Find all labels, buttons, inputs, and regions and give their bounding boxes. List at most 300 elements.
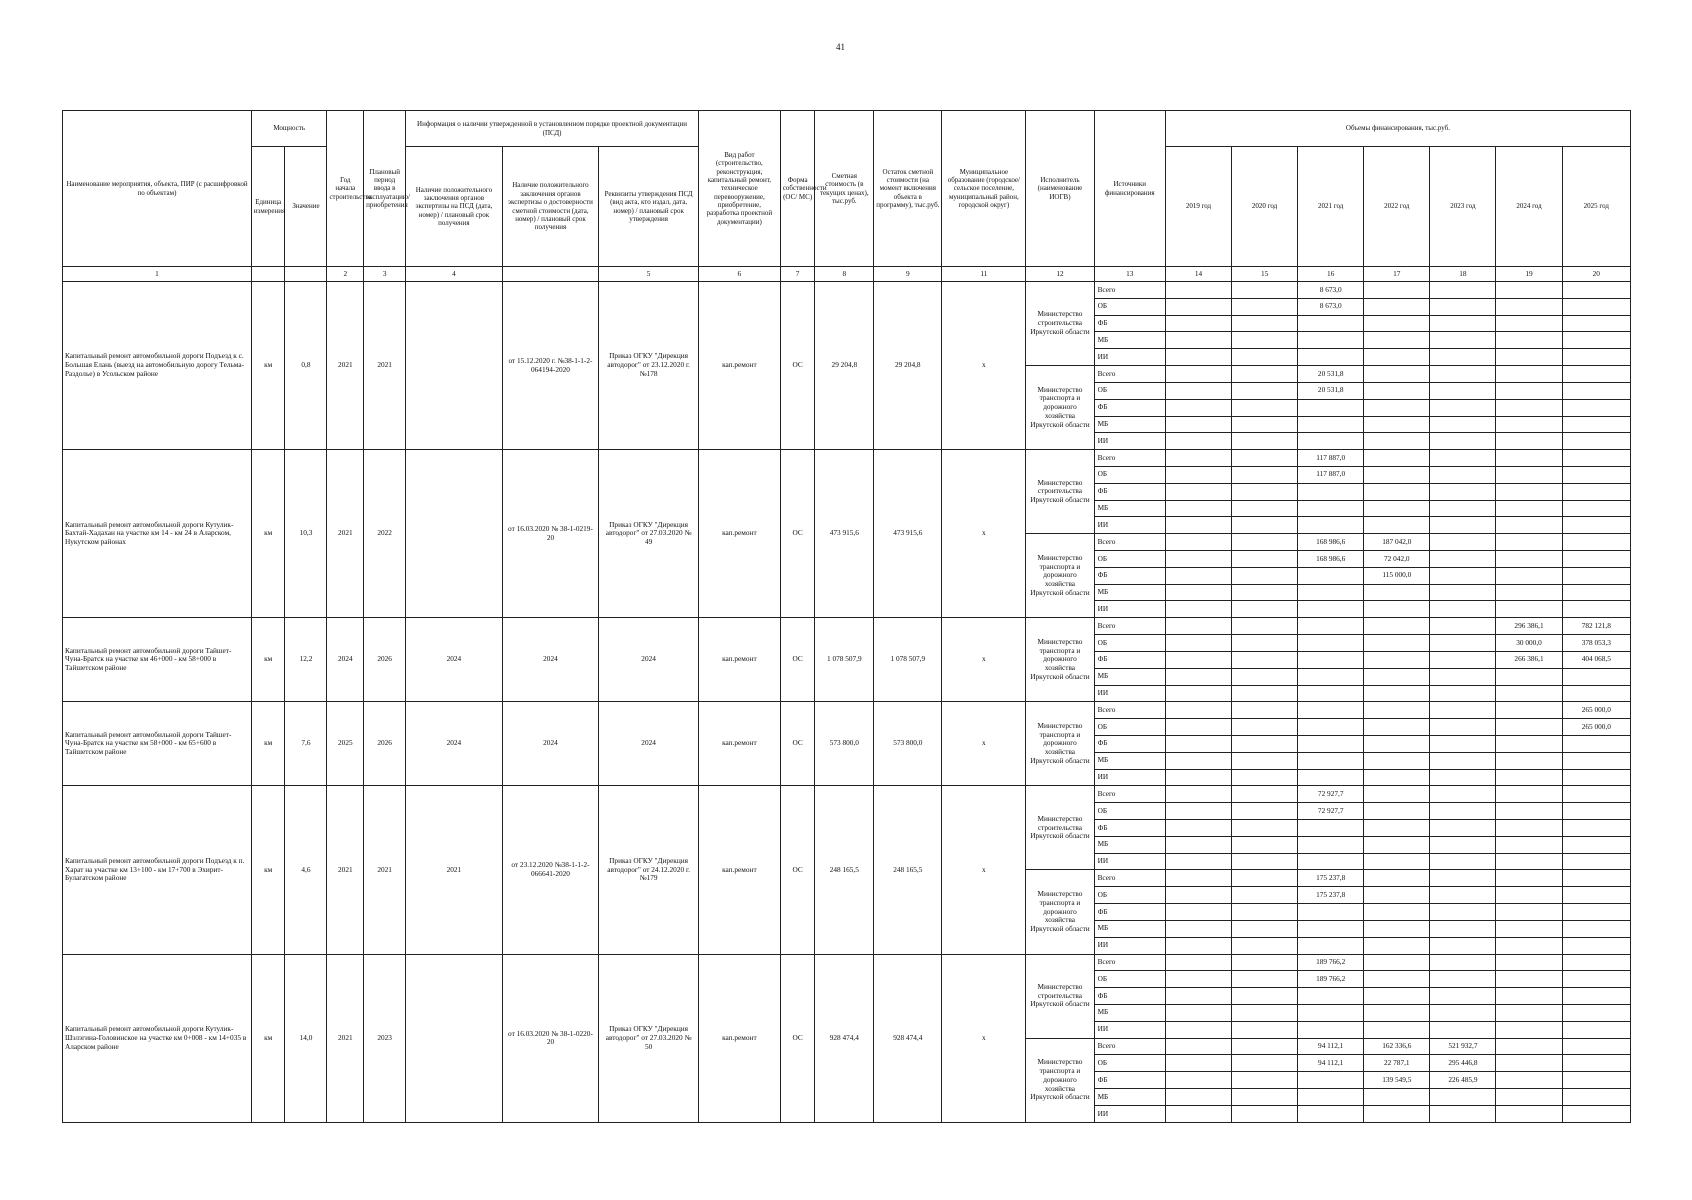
municipal-cell: х: [942, 282, 1026, 450]
funding-amount-cell: [1364, 601, 1430, 618]
funding-amount-cell: [1165, 466, 1231, 483]
municipal-cell: х: [942, 786, 1026, 954]
funding-amount-cell: [1562, 920, 1630, 937]
start-year-cell: 2021: [327, 282, 364, 450]
funding-amount-cell: [1232, 450, 1298, 467]
approval-cell: 2024: [599, 618, 699, 702]
funding-amount-cell: [1562, 282, 1630, 299]
funding-amount-cell: [1430, 702, 1496, 719]
funding-amount-cell: [1232, 651, 1298, 668]
funding-amount-cell: 175 237,8: [1298, 887, 1364, 904]
funding-amount-cell: [1165, 719, 1231, 736]
funding-amount-cell: [1562, 315, 1630, 332]
funding-amount-cell: [1430, 904, 1496, 921]
funding-amount-cell: [1364, 349, 1430, 366]
funding-amount-cell: [1298, 416, 1364, 433]
funding-amount-cell: [1430, 887, 1496, 904]
funding-amount-cell: [1364, 483, 1430, 500]
funding-amount-cell: [1298, 517, 1364, 534]
funding-amount-cell: [1562, 483, 1630, 500]
estimated-cost-cell: 928 474,4: [815, 954, 874, 1123]
funding-amount-cell: [1165, 769, 1231, 786]
funding-amount-cell: [1562, 601, 1630, 618]
funding-amount-cell: [1165, 752, 1231, 769]
funding-amount-cell: [1165, 332, 1231, 349]
funding-amount-cell: [1430, 752, 1496, 769]
funding-amount-cell: [1232, 971, 1298, 988]
funding-amount-cell: [1165, 517, 1231, 534]
municipal-cell: х: [942, 702, 1026, 786]
funding-source-cell: ОБ: [1094, 719, 1165, 736]
funding-amount-cell: [1496, 433, 1562, 450]
funding-amount-cell: [1430, 349, 1496, 366]
funding-amount-cell: [1364, 1105, 1430, 1122]
work-type-cell: кап.ремонт: [698, 618, 780, 702]
funding-source-cell: Всего: [1094, 366, 1165, 383]
funding-source-cell: МБ: [1094, 920, 1165, 937]
funding-amount-cell: [1496, 567, 1562, 584]
funding-amount-cell: [1298, 853, 1364, 870]
funding-source-cell: ОБ: [1094, 298, 1165, 315]
funding-amount-cell: [1298, 719, 1364, 736]
funding-amount-cell: [1496, 803, 1562, 820]
expertise-cost-cell: 2024: [502, 618, 599, 702]
funding-amount-cell: [1562, 1089, 1630, 1106]
funding-amount-cell: [1496, 399, 1562, 416]
funding-amount-cell: [1232, 870, 1298, 887]
ownership-cell: ОС: [780, 618, 815, 702]
funding-amount-cell: [1430, 836, 1496, 853]
funding-amount-cell: [1232, 887, 1298, 904]
funding-amount-cell: [1232, 668, 1298, 685]
funding-amount-cell: [1165, 1021, 1231, 1038]
header-sources: Источники финансирования: [1094, 111, 1165, 267]
funding-amount-cell: [1165, 366, 1231, 383]
funding-amount-cell: [1232, 483, 1298, 500]
funding-amount-cell: [1496, 786, 1562, 803]
column-number: 8: [815, 267, 874, 282]
funding-amount-cell: [1562, 534, 1630, 551]
funding-amount-cell: [1165, 450, 1231, 467]
funding-amount-cell: [1298, 399, 1364, 416]
column-number: 13: [1094, 267, 1165, 282]
funding-amount-cell: [1165, 668, 1231, 685]
funding-amount-cell: [1232, 332, 1298, 349]
funding-amount-cell: 94 112,1: [1298, 1038, 1364, 1055]
start-year-cell: 2024: [327, 618, 364, 702]
funding-source-cell: Всего: [1094, 618, 1165, 635]
funding-amount-cell: [1364, 786, 1430, 803]
funding-amount-cell: [1364, 988, 1430, 1005]
funding-amount-cell: [1298, 1072, 1364, 1089]
header-executor: Исполнитель (наименование ИОГВ): [1026, 111, 1094, 267]
funding-amount-cell: [1165, 1105, 1231, 1122]
column-number: 16: [1298, 267, 1364, 282]
funding-amount-cell: [1364, 904, 1430, 921]
funding-amount-cell: [1232, 920, 1298, 937]
funding-amount-cell: [1364, 870, 1430, 887]
funding-amount-cell: [1562, 332, 1630, 349]
work-type-cell: кап.ремонт: [698, 786, 780, 954]
funding-source-cell: ФБ: [1094, 820, 1165, 837]
funding-amount-cell: 72 927,7: [1298, 786, 1364, 803]
funding-amount-cell: [1298, 988, 1364, 1005]
funding-amount-cell: [1496, 1038, 1562, 1055]
executor-cell: Министерство транспорта и дорожного хозяйства Иркутской области: [1026, 534, 1094, 618]
funding-amount-cell: [1496, 920, 1562, 937]
funding-amount-cell: [1364, 820, 1430, 837]
funding-amount-cell: [1165, 853, 1231, 870]
funding-amount-cell: [1232, 635, 1298, 652]
funding-amount-cell: [1562, 298, 1630, 315]
funding-source-cell: МБ: [1094, 416, 1165, 433]
funding-amount-cell: 296 386,1: [1496, 618, 1562, 635]
header-start-year: Год начала строительства: [327, 111, 364, 267]
funding-amount-cell: 94 112,1: [1298, 1055, 1364, 1072]
funding-amount-cell: [1562, 433, 1630, 450]
funding-amount-cell: 20 531,8: [1298, 366, 1364, 383]
funding-amount-cell: [1496, 500, 1562, 517]
funding-amount-cell: [1364, 399, 1430, 416]
funding-amount-cell: [1430, 366, 1496, 383]
funding-amount-cell: [1496, 937, 1562, 954]
funding-amount-cell: [1165, 904, 1231, 921]
executor-cell: Министерство строительства Иркутской области: [1026, 282, 1094, 366]
funding-amount-cell: [1562, 971, 1630, 988]
remaining-cost-cell: 928 474,4: [874, 954, 942, 1123]
funding-amount-cell: [1232, 1089, 1298, 1106]
funding-amount-cell: [1430, 988, 1496, 1005]
funding-source-cell: МБ: [1094, 1089, 1165, 1106]
funding-amount-cell: [1430, 954, 1496, 971]
funding-amount-cell: [1232, 282, 1298, 299]
funding-amount-cell: [1364, 836, 1430, 853]
funding-amount-cell: [1298, 601, 1364, 618]
capacity-value-cell: 14,0: [285, 954, 327, 1123]
funding-amount-cell: [1364, 584, 1430, 601]
column-number: 3: [364, 267, 406, 282]
funding-amount-cell: [1430, 282, 1496, 299]
object-name-cell: Капитальный ремонт автомобильной дороги Тайшет-Чуна-Братск на участке км 58+000 - км 65+600 в Тайшетском районе: [63, 702, 252, 786]
funding-amount-cell: [1232, 702, 1298, 719]
approval-cell: Приказ ОГКУ "Дирекция автодорог" от 23.12.2020 г. №178: [599, 282, 699, 450]
funding-amount-cell: [1165, 887, 1231, 904]
column-number: 6: [698, 267, 780, 282]
work-type-cell: кап.ремонт: [698, 954, 780, 1123]
funding-amount-cell: [1562, 668, 1630, 685]
work-type-cell: кап.ремонт: [698, 282, 780, 450]
funding-amount-cell: [1364, 702, 1430, 719]
funding-source-cell: ИИ: [1094, 1105, 1165, 1122]
funding-amount-cell: [1562, 366, 1630, 383]
header-year: 2020 год: [1232, 147, 1298, 267]
funding-amount-cell: [1165, 971, 1231, 988]
funding-amount-cell: [1165, 584, 1231, 601]
funding-amount-cell: [1430, 500, 1496, 517]
funding-amount-cell: 189 766,2: [1298, 954, 1364, 971]
funding-amount-cell: [1496, 416, 1562, 433]
investment-table: [62, 110, 1631, 1123]
funding-amount-cell: [1364, 1089, 1430, 1106]
funding-amount-cell: [1430, 332, 1496, 349]
funding-amount-cell: [1562, 735, 1630, 752]
funding-amount-cell: [1165, 399, 1231, 416]
funding-amount-cell: [1232, 399, 1298, 416]
capacity-value-cell: 12,2: [285, 618, 327, 702]
funding-amount-cell: 187 042,0: [1364, 534, 1430, 551]
funding-amount-cell: [1364, 887, 1430, 904]
funding-source-cell: ФБ: [1094, 904, 1165, 921]
funding-amount-cell: [1430, 769, 1496, 786]
funding-amount-cell: [1165, 618, 1231, 635]
funding-amount-cell: [1232, 567, 1298, 584]
funding-source-cell: Всего: [1094, 786, 1165, 803]
funding-amount-cell: [1165, 1072, 1231, 1089]
funding-amount-cell: [1562, 752, 1630, 769]
funding-amount-cell: [1496, 1055, 1562, 1072]
approval-cell: 2024: [599, 702, 699, 786]
funding-amount-cell: [1298, 937, 1364, 954]
funding-source-cell: ФБ: [1094, 735, 1165, 752]
funding-amount-cell: [1232, 366, 1298, 383]
funding-amount-cell: [1496, 954, 1562, 971]
column-number: [251, 267, 285, 282]
funding-source-cell: МБ: [1094, 584, 1165, 601]
funding-amount-cell: [1232, 584, 1298, 601]
funding-source-cell: ИИ: [1094, 685, 1165, 702]
funding-amount-cell: [1430, 735, 1496, 752]
funding-source-cell: ФБ: [1094, 483, 1165, 500]
funding-amount-cell: [1430, 820, 1496, 837]
funding-source-cell: ИИ: [1094, 769, 1165, 786]
funding-amount-cell: [1232, 382, 1298, 399]
estimated-cost-cell: 573 800,0: [815, 702, 874, 786]
funding-amount-cell: [1562, 349, 1630, 366]
funding-amount-cell: [1232, 1105, 1298, 1122]
funding-amount-cell: [1364, 298, 1430, 315]
funding-amount-cell: [1364, 466, 1430, 483]
funding-amount-cell: [1364, 500, 1430, 517]
funding-amount-cell: [1298, 702, 1364, 719]
expertise-cost-cell: от 16.03.2020 № 38-1-0219-20: [502, 450, 599, 618]
header-year: 2023 год: [1430, 147, 1496, 267]
funding-amount-cell: 782 121,8: [1562, 618, 1630, 635]
funding-amount-cell: [1232, 534, 1298, 551]
funding-amount-cell: [1430, 1089, 1496, 1106]
funding-amount-cell: [1298, 635, 1364, 652]
funding-amount-cell: [1364, 382, 1430, 399]
funding-amount-cell: [1430, 719, 1496, 736]
funding-amount-cell: [1430, 803, 1496, 820]
remaining-cost-cell: 29 204,8: [874, 282, 942, 450]
funding-amount-cell: [1165, 315, 1231, 332]
funding-amount-cell: [1430, 1105, 1496, 1122]
funding-amount-cell: [1496, 702, 1562, 719]
funding-amount-cell: [1232, 551, 1298, 568]
executor-cell: Министерство транспорта и дорожного хозяйства Иркутской области: [1026, 618, 1094, 702]
table-row: [63, 954, 1631, 971]
expertise-cost-cell: 2024: [502, 702, 599, 786]
executor-cell: Министерство строительства Иркутской области: [1026, 786, 1094, 870]
funding-amount-cell: [1165, 1089, 1231, 1106]
funding-amount-cell: [1496, 601, 1562, 618]
header-ownership: Форма собственности (ОС/ МС): [780, 111, 815, 267]
funding-amount-cell: [1165, 836, 1231, 853]
expertise-psd-cell: [406, 282, 503, 450]
funding-amount-cell: [1165, 685, 1231, 702]
funding-amount-cell: [1496, 584, 1562, 601]
funding-amount-cell: [1165, 601, 1231, 618]
column-number: 9: [874, 267, 942, 282]
column-number: 11: [942, 267, 1026, 282]
funding-amount-cell: [1430, 399, 1496, 416]
funding-source-cell: ИИ: [1094, 937, 1165, 954]
header-commission: Плановый период ввода в эксплуатацию/приобретения: [364, 111, 406, 267]
header-year: 2024 год: [1496, 147, 1562, 267]
estimated-cost-cell: 248 165,5: [815, 786, 874, 954]
funding-amount-cell: [1430, 651, 1496, 668]
header-capacity: Мощность: [251, 111, 327, 147]
funding-amount-cell: [1232, 433, 1298, 450]
funding-amount-cell: [1562, 954, 1630, 971]
funding-amount-cell: 168 986,6: [1298, 551, 1364, 568]
funding-amount-cell: [1430, 685, 1496, 702]
funding-source-cell: МБ: [1094, 500, 1165, 517]
funding-amount-cell: [1298, 567, 1364, 584]
funding-amount-cell: [1298, 685, 1364, 702]
funding-amount-cell: 20 531,8: [1298, 382, 1364, 399]
header-psd: Информация о наличии утвержденной в установленном порядке проектной документации (ПСД): [406, 111, 699, 147]
funding-amount-cell: [1562, 416, 1630, 433]
funding-amount-cell: [1298, 735, 1364, 752]
funding-amount-cell: [1232, 735, 1298, 752]
funding-amount-cell: [1364, 651, 1430, 668]
funding-amount-cell: [1232, 685, 1298, 702]
funding-amount-cell: [1364, 450, 1430, 467]
funding-amount-cell: [1496, 1004, 1562, 1021]
ownership-cell: ОС: [780, 702, 815, 786]
funding-amount-cell: [1364, 635, 1430, 652]
funding-source-cell: ИИ: [1094, 1021, 1165, 1038]
funding-amount-cell: [1496, 904, 1562, 921]
funding-amount-cell: [1496, 483, 1562, 500]
unit-cell: км: [251, 618, 285, 702]
funding-source-cell: ФБ: [1094, 567, 1165, 584]
funding-amount-cell: [1232, 853, 1298, 870]
funding-amount-cell: [1165, 635, 1231, 652]
ownership-cell: ОС: [780, 954, 815, 1123]
column-number: [285, 267, 327, 282]
funding-amount-cell: [1430, 382, 1496, 399]
funding-amount-cell: [1298, 349, 1364, 366]
funding-amount-cell: [1430, 567, 1496, 584]
funding-amount-cell: 265 000,0: [1562, 719, 1630, 736]
expertise-psd-cell: 2024: [406, 702, 503, 786]
funding-amount-cell: 117 887,0: [1298, 466, 1364, 483]
funding-source-cell: ОБ: [1094, 1055, 1165, 1072]
funding-amount-cell: [1232, 517, 1298, 534]
funding-amount-cell: [1562, 450, 1630, 467]
funding-amount-cell: [1232, 1055, 1298, 1072]
executor-cell: Министерство строительства Иркутской области: [1026, 954, 1094, 1038]
funding-source-cell: Всего: [1094, 954, 1165, 971]
funding-amount-cell: [1496, 870, 1562, 887]
header-year: 2019 год: [1165, 147, 1231, 267]
header-work-type: Вид работ (строительство, реконструкция, капитальный ремонт, техническое перевооружение, приобретение, разработка проектной документации): [698, 111, 780, 267]
funding-amount-cell: [1165, 534, 1231, 551]
funding-source-cell: ОБ: [1094, 466, 1165, 483]
funding-amount-cell: [1165, 988, 1231, 1005]
column-number: 5: [599, 267, 699, 282]
funding-amount-cell: [1298, 769, 1364, 786]
unit-cell: км: [251, 786, 285, 954]
funding-amount-cell: [1165, 937, 1231, 954]
start-year-cell: 2021: [327, 450, 364, 618]
funding-amount-cell: [1364, 685, 1430, 702]
funding-amount-cell: [1562, 584, 1630, 601]
expertise-cost-cell: от 15.12.2020 г. №38-1-1-2-064194-2020: [502, 282, 599, 450]
funding-amount-cell: [1496, 668, 1562, 685]
funding-amount-cell: [1430, 618, 1496, 635]
estimated-cost-cell: 473 915,6: [815, 450, 874, 618]
funding-amount-cell: [1165, 651, 1231, 668]
funding-amount-cell: [1430, 298, 1496, 315]
funding-amount-cell: [1364, 752, 1430, 769]
funding-amount-cell: [1232, 601, 1298, 618]
funding-amount-cell: [1165, 920, 1231, 937]
funding-amount-cell: [1496, 366, 1562, 383]
column-number: 19: [1496, 267, 1562, 282]
funding-amount-cell: [1232, 349, 1298, 366]
funding-amount-cell: [1232, 466, 1298, 483]
funding-amount-cell: [1298, 618, 1364, 635]
funding-source-cell: Всего: [1094, 702, 1165, 719]
funding-amount-cell: [1496, 1021, 1562, 1038]
work-type-cell: кап.ремонт: [698, 450, 780, 618]
expertise-psd-cell: [406, 954, 503, 1123]
funding-source-cell: ИИ: [1094, 853, 1165, 870]
executor-cell: Министерство транспорта и дорожного хозяйства Иркутской области: [1026, 366, 1094, 450]
funding-amount-cell: [1298, 752, 1364, 769]
funding-source-cell: Всего: [1094, 1038, 1165, 1055]
funding-amount-cell: [1165, 433, 1231, 450]
funding-amount-cell: 162 336,6: [1364, 1038, 1430, 1055]
funding-amount-cell: [1364, 517, 1430, 534]
funding-amount-cell: [1496, 298, 1562, 315]
commission-year-cell: 2026: [364, 618, 406, 702]
funding-amount-cell: [1165, 282, 1231, 299]
funding-amount-cell: [1430, 534, 1496, 551]
funding-amount-cell: 30 000,0: [1496, 635, 1562, 652]
funding-amount-cell: 115 000,0: [1364, 567, 1430, 584]
funding-amount-cell: [1364, 332, 1430, 349]
funding-amount-cell: [1496, 517, 1562, 534]
funding-amount-cell: [1364, 954, 1430, 971]
funding-amount-cell: [1562, 551, 1630, 568]
funding-amount-cell: [1165, 702, 1231, 719]
funding-amount-cell: [1232, 836, 1298, 853]
funding-amount-cell: [1232, 937, 1298, 954]
expertise-cost-cell: от 16.03.2020 № 38-1-0220-20: [502, 954, 599, 1123]
funding-amount-cell: [1496, 466, 1562, 483]
header-year: 2021 год: [1298, 147, 1364, 267]
funding-amount-cell: [1496, 450, 1562, 467]
funding-amount-cell: [1232, 803, 1298, 820]
object-name-cell: Капитальный ремонт автомобильной дороги Подъезд к с. Большая Елань (выезд на автомобильную дорогу Тельма-Раздолье) в Усольском районе: [63, 282, 252, 450]
column-number: 2: [327, 267, 364, 282]
funding-amount-cell: [1364, 735, 1430, 752]
funding-amount-cell: 295 446,8: [1430, 1055, 1496, 1072]
